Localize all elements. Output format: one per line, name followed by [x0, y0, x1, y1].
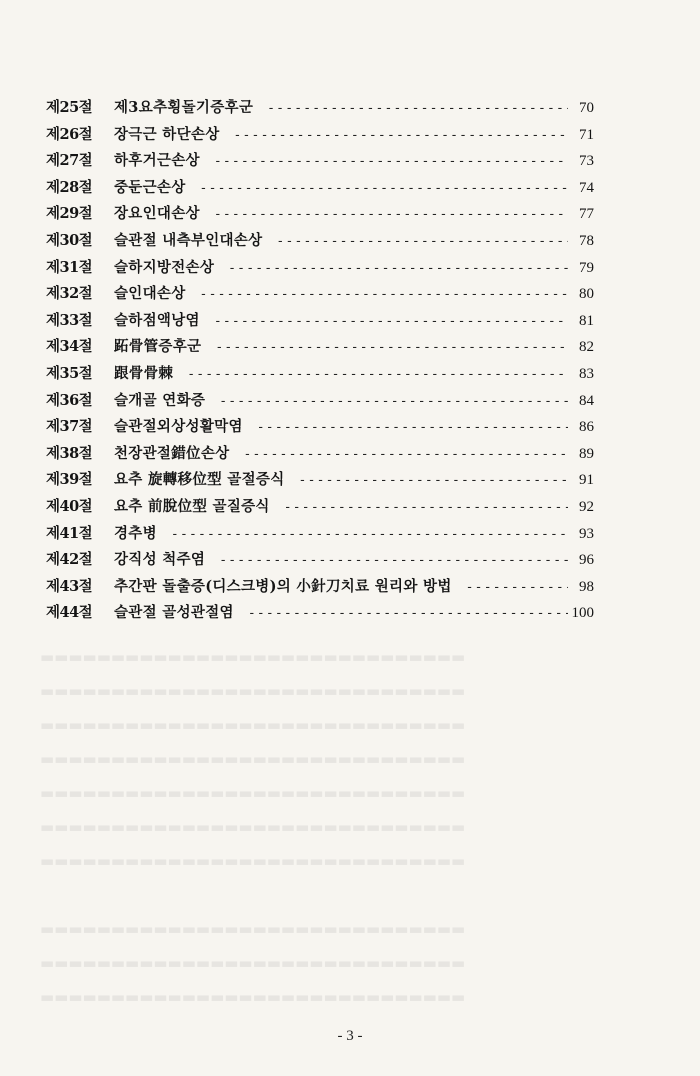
section-number: 제32절	[46, 285, 93, 303]
toc-entry	[46, 176, 594, 203]
section-number: 제25절	[46, 99, 93, 116]
section-page-number: 83	[579, 365, 594, 382]
dot-leader	[200, 314, 568, 329]
toc-entry	[46, 415, 594, 442]
toc-entry	[46, 601, 594, 628]
dot-leader	[186, 287, 568, 302]
section-title: 跟骨骨棘	[114, 364, 174, 382]
section-title: 슬하지방전손상	[114, 258, 215, 276]
toc-entry	[46, 442, 594, 469]
dot-leader	[262, 234, 568, 249]
section-page-number: 77	[579, 206, 594, 223]
toc-entry	[46, 256, 594, 283]
section-number: 제33절	[46, 311, 93, 329]
section-title: 跖骨管증후군	[114, 338, 202, 356]
dot-leader	[285, 473, 568, 488]
dot-leader	[200, 154, 568, 169]
toc-entry	[46, 495, 594, 522]
section-number: 제44절	[46, 604, 93, 622]
table-of-contents	[46, 96, 594, 628]
section-page-number: 70	[579, 100, 594, 116]
toc-entry	[46, 575, 594, 602]
toc-entry	[46, 96, 594, 123]
section-number: 제31절	[46, 258, 93, 276]
section-number: 제35절	[46, 364, 93, 382]
section-page-number: 93	[579, 525, 594, 542]
dot-leader	[220, 128, 569, 143]
toc-entry	[46, 335, 594, 362]
section-page-number: 78	[579, 232, 594, 249]
section-page-number: 86	[579, 419, 594, 436]
section-page-number: 100	[571, 605, 594, 622]
dot-leader	[270, 500, 568, 515]
section-title: 슬관절 골성관절염	[114, 604, 234, 622]
section-title: 장요인대손상	[114, 205, 200, 223]
section-number: 제27절	[46, 152, 93, 170]
section-page-number: 82	[579, 339, 594, 356]
section-number: 제41절	[46, 524, 93, 542]
section-number: 제26절	[46, 125, 93, 143]
section-page-number: 96	[579, 552, 594, 569]
section-title: 슬개골 연화증	[114, 391, 206, 409]
section-title: 슬관절외상성활막염	[114, 418, 243, 436]
section-page-number: 73	[579, 153, 594, 170]
toc-entry	[46, 229, 594, 256]
section-page-number: 84	[579, 392, 594, 409]
section-title: 요추 旋轉移位型 골절증식	[114, 471, 285, 489]
section-page-number: 81	[579, 312, 594, 329]
toc-entry	[46, 389, 594, 416]
section-title: 추간판 돌출증(디스크병)의 小針刀치료 원리와 방법	[114, 577, 452, 595]
section-title: 슬하점액낭염	[114, 311, 200, 329]
section-title: 요추 前脫位型 골질증식	[114, 497, 270, 515]
section-number: 제30절	[46, 231, 93, 249]
section-page-number: 98	[579, 578, 594, 595]
toc-entry	[46, 202, 594, 229]
section-number: 제34절	[46, 338, 93, 356]
dot-leader	[205, 553, 568, 568]
toc-entry	[46, 123, 594, 150]
dot-leader	[229, 447, 568, 462]
toc-entry	[46, 149, 594, 176]
section-title: 하후거근손상	[114, 152, 200, 170]
section-number: 제29절	[46, 205, 93, 223]
dot-leader	[200, 207, 568, 222]
section-title: 슬인대손상	[114, 285, 186, 303]
toc-entry	[46, 362, 594, 389]
dot-leader	[452, 580, 568, 595]
bleed-through-texture: ▬▬▬▬▬▬▬▬▬▬▬▬▬▬▬▬▬▬▬▬▬▬▬▬▬▬▬▬▬▬ ▬▬▬▬▬▬▬▬▬▬▬▬▬▬▬▬▬▬▬▬▬▬▬▬▬▬▬▬▬▬ ▬▬▬▬▬▬▬▬▬▬▬▬▬▬▬▬▬▬▬▬▬▬▬▬▬▬▬▬▬▬ ▬▬▬▬▬▬▬▬▬▬▬▬▬▬▬▬▬▬▬▬▬▬▬▬▬▬▬▬▬▬ ▬▬▬▬▬▬▬▬▬▬▬▬▬▬▬▬▬▬▬▬▬▬▬▬▬▬▬▬▬▬ ▬▬▬▬▬▬▬▬▬▬▬▬▬▬▬▬▬▬▬▬▬▬▬▬▬▬▬▬▬▬ ▬▬▬▬▬▬▬▬▬▬▬▬▬▬▬▬▬▬▬▬▬▬▬▬▬▬▬▬▬▬ ▬▬▬▬▬▬▬▬▬▬▬▬▬▬▬▬▬▬▬▬▬▬▬▬▬▬▬▬▬▬ ▬▬▬▬▬▬▬▬▬▬▬▬▬▬▬▬▬▬▬▬▬▬▬▬▬▬▬▬▬▬ ▬▬▬▬▬▬▬▬▬▬▬▬▬▬▬▬▬▬▬▬▬▬▬▬▬▬▬▬▬▬	[40, 648, 466, 1006]
section-title: 경추병	[114, 524, 157, 542]
dot-leader	[253, 101, 568, 116]
toc-entry	[46, 309, 594, 336]
section-title: 제3요추횡돌기증후군	[114, 99, 254, 116]
section-number: 제39절	[46, 471, 93, 489]
dot-leader	[201, 340, 568, 355]
section-page-number: 89	[579, 445, 594, 462]
section-page-number: 74	[579, 179, 594, 196]
section-page-number: 92	[579, 498, 594, 515]
section-page-number: 71	[579, 126, 594, 143]
dot-leader	[157, 527, 568, 542]
section-page-number: 80	[579, 286, 594, 303]
section-number: 제37절	[46, 418, 93, 436]
section-number: 제36절	[46, 391, 93, 409]
section-title: 중둔근손상	[114, 178, 186, 196]
section-number: 제38절	[46, 444, 93, 462]
section-number: 제42절	[46, 551, 93, 569]
toc-entry	[46, 282, 594, 309]
toc-entry	[46, 522, 594, 549]
page-number: - 3 -	[337, 1028, 363, 1044]
dot-leader	[243, 420, 568, 435]
toc-entry	[46, 468, 594, 495]
section-page-number: 79	[579, 259, 594, 276]
section-title: 천장관절錯位손상	[114, 444, 230, 462]
dot-leader	[234, 606, 568, 621]
section-number: 제43절	[46, 577, 93, 595]
section-number: 제28절	[46, 178, 93, 196]
dot-leader	[214, 261, 568, 276]
dot-leader	[205, 394, 568, 409]
section-number: 제40절	[46, 497, 93, 515]
section-title: 강직성 척주염	[114, 551, 206, 569]
section-page-number: 91	[579, 472, 594, 489]
toc-entry	[46, 548, 594, 575]
section-title: 장극근 하단손상	[114, 125, 220, 143]
dot-leader	[186, 181, 568, 196]
section-title: 슬관절 내측부인대손상	[114, 231, 263, 249]
dot-leader	[173, 367, 568, 382]
